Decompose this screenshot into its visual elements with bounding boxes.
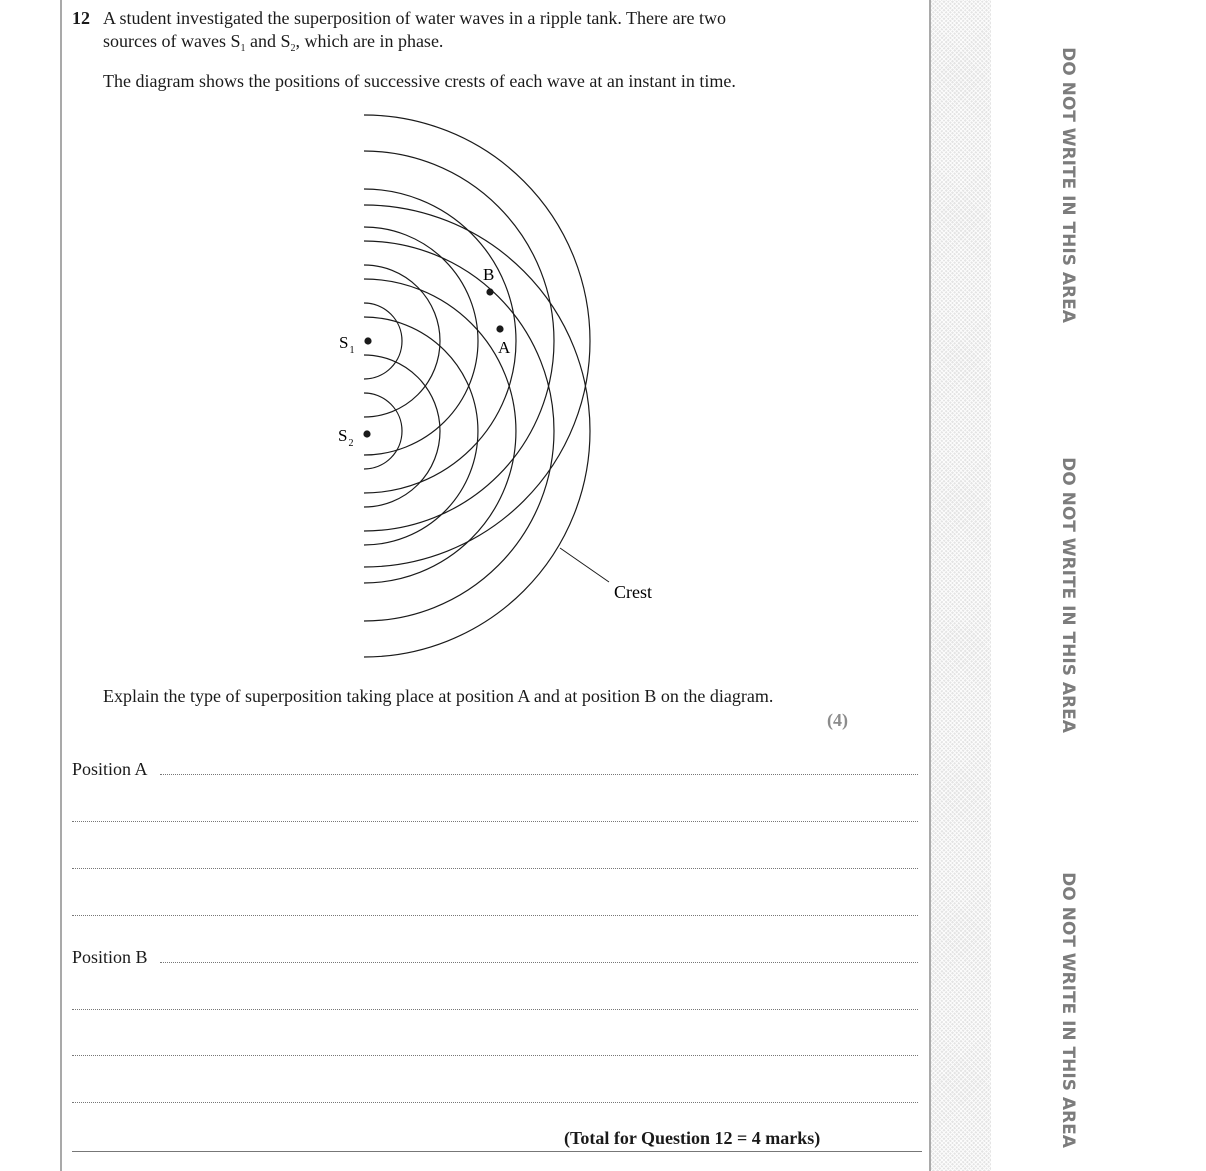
- source-2-label: $S_2$: [338, 426, 354, 449]
- wave-crest-arc: [364, 227, 478, 455]
- source-1-dot: [364, 337, 371, 344]
- answer-line[interactable]: [72, 851, 918, 869]
- marks-indicator: (4): [827, 710, 848, 730]
- answer-line[interactable]: [72, 1085, 918, 1103]
- question-text-line-1: A student investigated the superposition of water waves in a ripple tank. There are two: [103, 8, 726, 28]
- answer-line[interactable]: [72, 898, 918, 916]
- question-total: (Total for Question 12 = 4 marks): [564, 1128, 821, 1148]
- diagram-intro-text: The diagram shows the positions of successive crests of each wave at an instant in time.: [103, 71, 736, 91]
- margin-warning-bottom: DO NOT WRITE IN THIS AREA: [1057, 872, 1078, 1148]
- point-a-dot: [496, 325, 503, 332]
- margin-warning-middle: DO NOT WRITE IN THIS AREA: [1057, 457, 1078, 733]
- point-b-label: B: [483, 265, 495, 284]
- position-b-label: Position B: [72, 947, 148, 967]
- explain-prompt: Explain the type of superposition taking place at position A and at position B on the diagram.: [103, 686, 774, 706]
- crest-label: Crest: [614, 582, 652, 602]
- crest-leader-line: [560, 548, 609, 582]
- answer-line[interactable]: [72, 992, 918, 1010]
- question-text-line-2: sources of waves $S_1$ and $S_2$, which are in phase.: [103, 31, 444, 54]
- point-b-dot: [486, 288, 493, 295]
- source-1-label: $S_1$: [339, 333, 355, 356]
- answer-line[interactable]: [72, 804, 918, 822]
- wave-crest-arc: [364, 317, 478, 545]
- point-a-label: A: [498, 338, 511, 357]
- wave-crest-arc: [364, 151, 554, 531]
- margin-warning-top: DO NOT WRITE IN THIS AREA: [1057, 47, 1078, 323]
- answer-line[interactable]: [72, 1038, 918, 1056]
- answer-line-position-a[interactable]: [72, 757, 918, 779]
- wave-crest-arc: [364, 241, 554, 621]
- total-rule: [72, 1151, 922, 1152]
- answer-line-position-b[interactable]: [72, 945, 918, 967]
- position-a-label: Position A: [72, 759, 148, 779]
- source-2-dot: [363, 430, 370, 437]
- wave-crest-arc: [364, 393, 402, 469]
- question-number: 12: [72, 8, 90, 28]
